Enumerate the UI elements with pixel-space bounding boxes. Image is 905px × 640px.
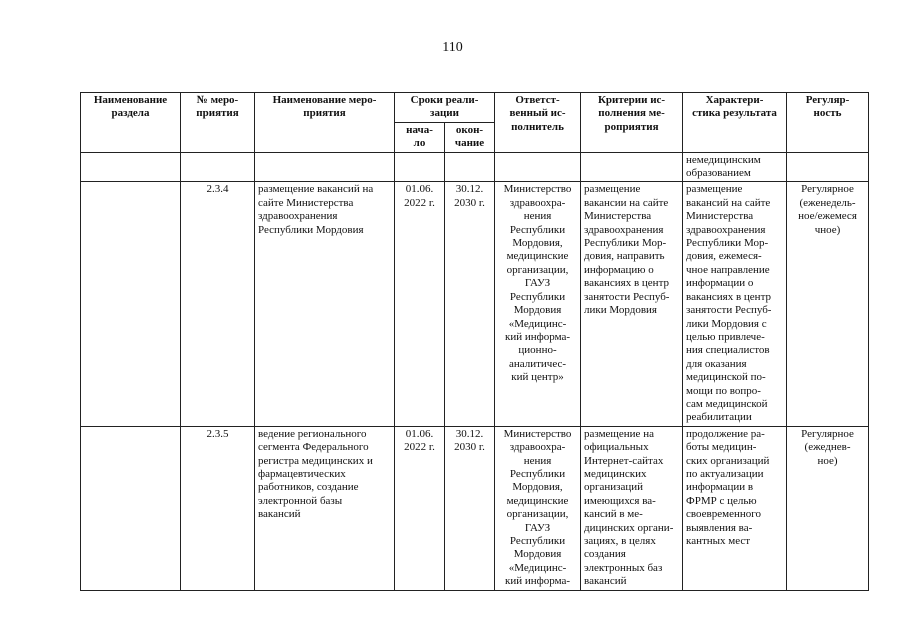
header-end: окон- чание xyxy=(445,122,495,152)
header-result: Характери- стика результата xyxy=(683,93,787,153)
table-row xyxy=(81,426,869,590)
event-number: 2.3.5 xyxy=(181,426,255,590)
executor: Министерство здравоохра- нения Республики Мордовия, медицинские организации, ГАУЗ Республики Мордовия «Медицинс- кий информа- xyxy=(495,426,581,590)
end-date: 30.12. 2030 г. xyxy=(445,182,495,426)
header-terms: Сроки реали- зации xyxy=(395,93,495,123)
event-name: размещение вакансий на сайте Министерства здравоохранения Республики Мордовия xyxy=(255,182,395,426)
page-number: 110 xyxy=(442,40,463,55)
executor: Министерство здравоохра- нения Республики Мордовия, медицинские организации, ГАУЗ Республики Мордовия «Медицинс- кий информа- ционно- аналитичес- кий центр» xyxy=(495,182,581,426)
header-regularity: Регуляр- ность xyxy=(787,93,869,153)
table-row xyxy=(81,182,869,426)
criteria: размещение вакансии на сайте Министерства здравоохранения Республики Мор- довия, направить информацию о вакансиях в центр занятости Респуб- лики Мордовия xyxy=(581,182,683,426)
section-cell xyxy=(81,182,181,426)
start-date: 01.06. 2022 г. xyxy=(395,182,445,426)
header-criteria: Критерии ис- полнения ме- роприятия xyxy=(581,93,683,153)
header-section: Наименование раздела xyxy=(81,93,181,153)
start-date: 01.06. 2022 г. xyxy=(395,426,445,590)
header-event-number: № меро- приятия xyxy=(181,93,255,153)
header-executor: Ответст- венный ис- полнитель xyxy=(495,93,581,153)
events-table xyxy=(80,92,869,591)
continuation-row xyxy=(81,152,869,182)
result: продолжение ра- боты медицин- ских организаций по актуализации информации в ФРМР с целью своевременного выявления ва- кантных мест xyxy=(683,426,787,590)
continuation-result: немедицинским образованием xyxy=(683,152,787,182)
section-cell xyxy=(81,426,181,590)
criteria: размещение на официальных Интернет-сайтах медицинских организаций имеющихся ва- кансий в ме- дицинских органи- зациях, в целях создания электронных баз вакансий xyxy=(581,426,683,590)
regularity: Регулярное (еженедель- ное/ежемеся чное) xyxy=(787,182,869,426)
header-start: нача- ло xyxy=(395,122,445,152)
header-event-name: Наименование меро- приятия xyxy=(255,93,395,153)
event-number: 2.3.4 xyxy=(181,182,255,426)
end-date: 30.12. 2030 г. xyxy=(445,426,495,590)
event-name: ведение регионального сегмента Федерального регистра медицинских и фармацевтических работников, создание электронной базы вакансий xyxy=(255,426,395,590)
regularity: Регулярное (ежеднев- ное) xyxy=(787,426,869,590)
result: размещение вакансий на сайте Министерства здравоохранения Республики Мор- довия, ежемеся- чное направление информации о вакансиях в центр занятости Респуб- лики Мордовия с целью привлече- ния специалистов для оказания медицинской по- мощи по вопро- сам медицинской реабилитации xyxy=(683,182,787,426)
